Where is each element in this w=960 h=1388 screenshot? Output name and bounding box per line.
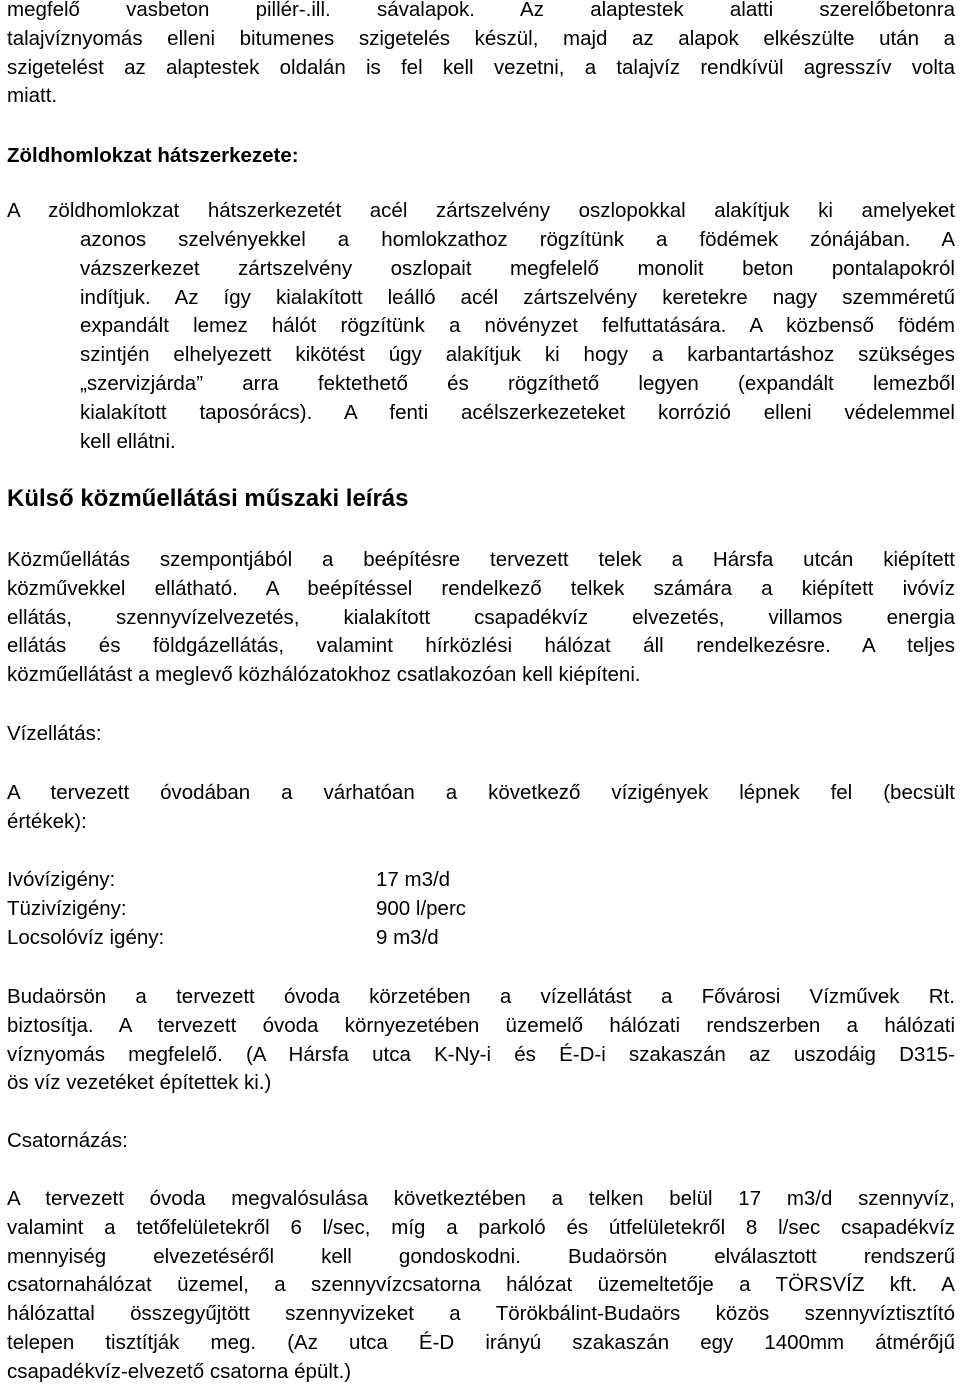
text-line: megfelő vasbeton pillér-.ill. sávalapok. Az alaptestek alatti szerelőbetonra (7, 0, 955, 21)
text-line: szintjén elhelyezett kikötést úgy alakítjuk ki hogy a karbantartáshoz szükséges (80, 343, 955, 367)
text-line: ellátás és földgázellátás, valamint hírközlési hálózat áll rendelkezésre. A teljes (7, 634, 955, 658)
section-heading-kulso-kozmuellatas: Külső közműellátási műszaki leírás (7, 485, 409, 512)
demand-label: Locsolóvíz igény: (7, 925, 165, 949)
text-line: közművekkel ellátható. A beépítéssel rendelkező telkek számára a kiépített ivóvíz (7, 576, 955, 600)
text-line: szigetelést az alaptestek oldalán is fel kell vezetni, a talajvíz rendkívül agresszív volta (7, 55, 955, 79)
text-line: ellátás, szennyvízelvezetés, kialakított csapadékvíz elvezetés, villamos energia (7, 605, 955, 629)
table-row (7, 895, 466, 924)
text-line: indítjuk. Az így kialakított leálló acél zártszelvény keretekre nagy szemméretű (80, 285, 955, 309)
vizellatas-paragraph (7, 983, 955, 1098)
zoldhomlokzat-paragraph (80, 226, 955, 456)
text-line: biztosítja. A tervezett óvoda környezetében üzemelő hálózati rendszerben a hálózati (7, 1013, 955, 1037)
text-line: csatornahálózat üzemel, a szennyvízcsatorna hálózat üzemeltetője a TÖRSVÍZ kft. A (7, 1273, 955, 1297)
text-line: A zöldhomlokzat hátszerkezetét acél zártszelvény oszlopokkal alakítjuk ki amelyeket (7, 199, 955, 222)
text-line: A tervezett óvodában a várhatóan a következő vízigények lépnek fel (becsült (7, 781, 955, 804)
table-row (7, 924, 466, 953)
demand-value: 900 l/perc (376, 896, 467, 920)
demand-label: Ivóvízigény: (7, 868, 116, 891)
text-line: expandált lemez hálót rögzítünk a növényzet felfuttatására. A közbenső födém (80, 314, 955, 338)
water-demand-table (7, 866, 466, 952)
demand-value: 17 m3/d (376, 868, 451, 891)
kulso-paragraph (7, 546, 955, 690)
table-row (7, 866, 466, 895)
text-line: mennyiség elvezetéséről kell gondoskodni. Budaörsön elválasztott rendszerű (7, 1244, 955, 1268)
section-heading-vizellatas: Vízellátás: (7, 722, 102, 745)
text-line: valamint a tetőfelületekről 6 l/sec, míg a parkoló és útfelületekről 8 l/sec csapadékvíz (7, 1215, 955, 1239)
text-line: azonos szelvényekkel a homlokzathoz rögzítünk a födémek zónájában. A (80, 228, 955, 251)
vizellatas-intro (7, 779, 955, 837)
section-heading-csatornazas: Csatornázás: (7, 1129, 128, 1152)
text-line: csapadékvíz-elvezető csatorna épült.) (7, 1359, 352, 1383)
text-line: vázszerkezet zártszelvény oszlopait megfelelő monolit beton pontalapokról (80, 256, 955, 280)
text-line: ös víz vezetéket építettek ki.) (7, 1071, 272, 1095)
demand-value: 9 m3/d (376, 925, 439, 949)
intro-paragraph (7, 0, 955, 111)
text-line: kialakított taposórács). A fenti acélszerkezeteket korrózió elleni védelemmel (80, 400, 955, 424)
text-line: telepen tisztítják meg. (Az utca É-D irányú szakaszán egy 1400mm átmérőjű (7, 1330, 955, 1354)
text-line: A tervezett óvoda megvalósulása következtében a telken belül 17 m3/d szennyvíz, (7, 1187, 955, 1210)
text-line: hálózattal összegyűjtött szennyvizeket a Törökbálint-Budaörs közös szennyvíztisztító (7, 1302, 955, 1326)
text-line: víznyomás megfelelő. (A Hársfa utca K-Ny-i és É-D-i szakaszán az uszodáig D315- (7, 1042, 955, 1066)
text-line: Közműellátás szempontjából a beépítésre tervezett telek a Hársfa utcán kiépített (7, 548, 955, 571)
section-heading-zoldhomlokzat: Zöldhomlokzat hátszerkezete: (7, 144, 299, 167)
demand-label: Tüzivízigény: (7, 896, 127, 920)
csatornazas-paragraph (7, 1185, 955, 1387)
text-line: kell ellátni. (80, 429, 176, 453)
text-line: talajvíznyomás elleni bitumenes szigetelés készül, majd az alapok elkészülte után a (7, 26, 955, 50)
text-line: miatt. (7, 84, 58, 108)
text-line: „szervizjárda” arra fektethető és rögzíthető legyen (expandált lemezből (80, 371, 955, 395)
text-line: közműellátást a meglevő közhálózatokhoz csatlakozóan kell kiépíteni. (7, 663, 641, 687)
text-line: Budaörsön a tervezett óvoda körzetében a vízellátást a Fővárosi Vízművek Rt. (7, 985, 955, 1008)
text-line: értékek): (7, 809, 87, 833)
zoldhomlokzat-first-line (7, 197, 955, 226)
